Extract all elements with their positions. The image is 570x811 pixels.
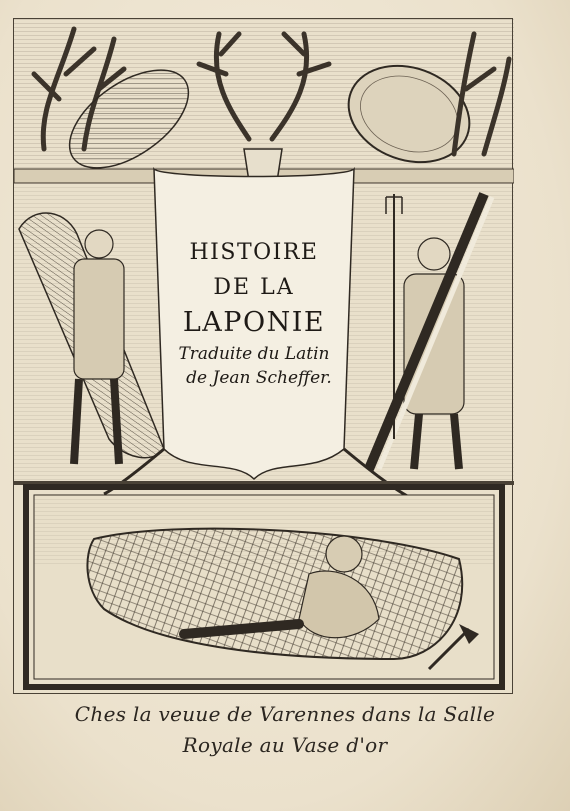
subtitle-line-2: de Jean Scheffer. xyxy=(186,368,332,388)
seated-man-head xyxy=(326,536,362,572)
title-line-2: DE LA xyxy=(213,275,295,300)
imprint-line-1: Ches la veuue de Varennes dans la Salle xyxy=(74,702,496,726)
title-line-3: LAPONIE xyxy=(182,307,326,338)
engraved-frontispiece xyxy=(13,18,513,694)
subtitle-line-1: Traduite du Latin xyxy=(178,344,330,364)
imprint-line-2: Royale au Vase d'or xyxy=(182,733,388,757)
engraving-illustration xyxy=(14,19,514,695)
title-line-1: HISTOIRE xyxy=(189,240,319,265)
